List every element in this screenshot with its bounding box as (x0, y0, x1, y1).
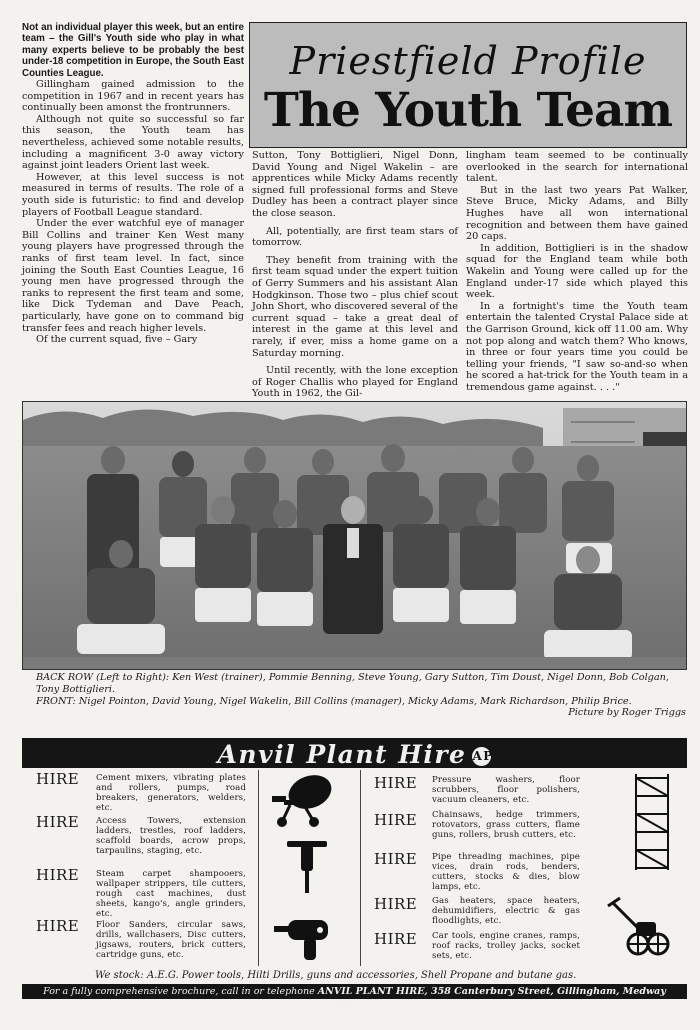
advert-footer-address: ANVIL PLANT HIRE, 358 Canterbury Street, Gillingham, Medway 575221. (317, 986, 666, 1012)
hire-description: Chainsaws, hedge trimmers, rotovators, grass cutters, flame guns, rollers, brush cutters, etc. (432, 810, 580, 840)
intro-paragraph: Although not quite so successful so far this season, the Youth team has nevertheless, achieved some notable results, including a magnificent 3-0 away victory against joint leaders Orient last week. (22, 113, 244, 172)
intro-paragraph: Gillingham gained admission to the competition in 1967 and in recent years has continually been amonst the frontrunners. (22, 79, 244, 114)
hire-label: HIRE (36, 813, 80, 831)
caption-front-row-text: FRONT: Nigel Pointon, David Young, Nigel Wakelin, Bill Collins (manager), Micky Adams, Mark Richardson, Philip Brice. (36, 695, 632, 707)
power-drill-icon (272, 912, 336, 968)
article-column-middle (252, 150, 458, 400)
intro-paragraph: Under the ever watchful eye of manager Bill Collins and trainer Ken West many young players have progressed through the ranks of first team level. In fact, since joining the South East Counties League, 16 young men have progressed through the ranks to represent the first team and some, like Dick Tydeman and Dave Peach, particularly, have gone on to command big transfer fees and reach higher levels. (22, 218, 244, 334)
article-paragraph: Sutton, Tony Bottiglieri, Nigel Donn, David Young and Nigel Wakelin – are apprentices while Micky Adams recently signed full professional forms and Steve Dudley has been a contract player since the close season. (252, 150, 458, 219)
intro-lead: Not an individual player this week, but an entire team – the Gill's Youth side who play in what many experts believe to be probably the best under-18 competition in Europe, the South East Counties League. (22, 22, 244, 79)
team-photo-illustration (23, 402, 687, 670)
advert-stock-line: We stock: A.E.G. Power tools, Hilti Drills, guns and accessories, Shell Propane and butane gas. (95, 970, 577, 981)
caption-front-row (36, 695, 686, 719)
article-paragraph: In a fortnight's time the Youth team entertain the talented Crystal Palace side at the Garrison Ground, kick off 11.00 am. Why not pop along and watch them? Who knows, in three or four years time you could be telling your friends, "I saw so-and-so when he scored a hat-trick for the Youth team in a tremendous game against. . . ." (466, 300, 688, 393)
article-column-right (466, 150, 688, 393)
advert-divider (360, 770, 361, 966)
hire-description: Cement mixers, vibrating plates and rollers, pumps, road breakers, generators, welders, etc. (96, 773, 246, 813)
advert-footer-text: For a fully comprehensive brochure, call in or telephone (43, 986, 315, 997)
hire-label: HIRE (36, 866, 80, 884)
rotovator-icon (606, 896, 676, 964)
advert-title (22, 740, 687, 769)
hire-label: HIRE (36, 917, 80, 935)
hire-description: Steam carpet shampooers, wallpaper strippers, tile cutters, rough cast machines, dust sheets, kango's, angle grinders, etc. (96, 869, 246, 919)
article-paragraph: All, potentially, are first team stars of tomorrow. (252, 225, 458, 249)
hire-label: HIRE (374, 811, 418, 829)
article-paragraph: Until recently, with the lone exception of Roger Challis who played for England Youth in 1962, the Gil- (252, 365, 458, 400)
hire-description: Gas heaters, space heaters, dehumidifiers, electric & gas floodlights, etc. (432, 896, 580, 926)
advert-banner (22, 738, 687, 768)
hire-description: Floor Sanders, circular saws, drills, wallchasers, Disc cutters, jigsaws, routers, brick cutters, cartridge guns, etc. (96, 920, 246, 960)
scaffold-tower-icon (632, 772, 672, 876)
photo-credit: Picture by Roger Triggs (568, 707, 686, 719)
article-paragraph: They benefit from training with the first team squad under the expert tuition of Gerry Summers and his assistant Alan Hodgkinson. Those two – plus chief scout John Short, who discovered several of the current squad – take a great deal of interest in the game at this level and rarely, if ever, miss a home game on a Saturday morning. (252, 254, 458, 359)
advert-title-text: Anvil Plant Hire (217, 740, 467, 769)
article-paragraph: But in the last two years Pat Walker, Steve Bruce, Micky Adams, and Billy Hughes have all won international recognition and between them have gained 20 caps. (466, 184, 688, 243)
intro-column (22, 22, 244, 346)
photo-caption (36, 672, 686, 719)
advert-divider (258, 770, 259, 966)
hire-label: HIRE (36, 770, 80, 788)
advert-footer (22, 984, 687, 1012)
article-paragraph: In addition, Bottiglieri is in the shadow squad for the England team while both Wakelin and Young were called up for the England under-17 side which played this week. (466, 242, 688, 301)
title-panel (249, 22, 687, 148)
hire-description: Access Towers, extension ladders, trestles, roof ladders, scaffold boards, acrow props, tarpaulins, staging, etc. (96, 816, 246, 856)
hire-label: HIRE (374, 895, 418, 913)
hire-label: HIRE (374, 774, 418, 792)
section-title: Priestfield Profile (289, 39, 647, 83)
hire-label: HIRE (374, 930, 418, 948)
hire-description: Pressure washers, floor scrubbers, floor polishers, vacuum cleaners, etc. (432, 775, 580, 805)
anvil-logo-icon: AP (472, 747, 491, 766)
page-title: The Youth Team (263, 83, 673, 138)
intro-paragraph: However, at this level success is not measured in terms of results. The role of a youth side is futuristic: to find and develop players of Football League standard. (22, 171, 244, 218)
hire-label: HIRE (374, 850, 418, 868)
road-breaker-icon (285, 837, 329, 899)
team-photo (22, 401, 687, 670)
hire-description: Car tools, engine cranes, ramps, roof racks, trolley jacks, socket sets, etc. (432, 931, 580, 961)
intro-paragraph: Of the current squad, five – Gary (36, 334, 198, 346)
hire-description: Pipe threading machines, pipe vices, drain rods, benders, cutters, stocks & dies, blow lamps, etc. (432, 852, 580, 892)
article-paragraph: lingham team seemed to be continually overlooked in the search for international talent. (466, 150, 688, 185)
caption-back-row: BACK ROW (Left to Right): Ken West (trainer), Pommie Benning, Steve Young, Gary Sutton, Tim Doust, Nigel Donn, Bob Colgan, Tony Bottiglieri. (36, 672, 669, 695)
cement-mixer-icon (270, 770, 340, 832)
